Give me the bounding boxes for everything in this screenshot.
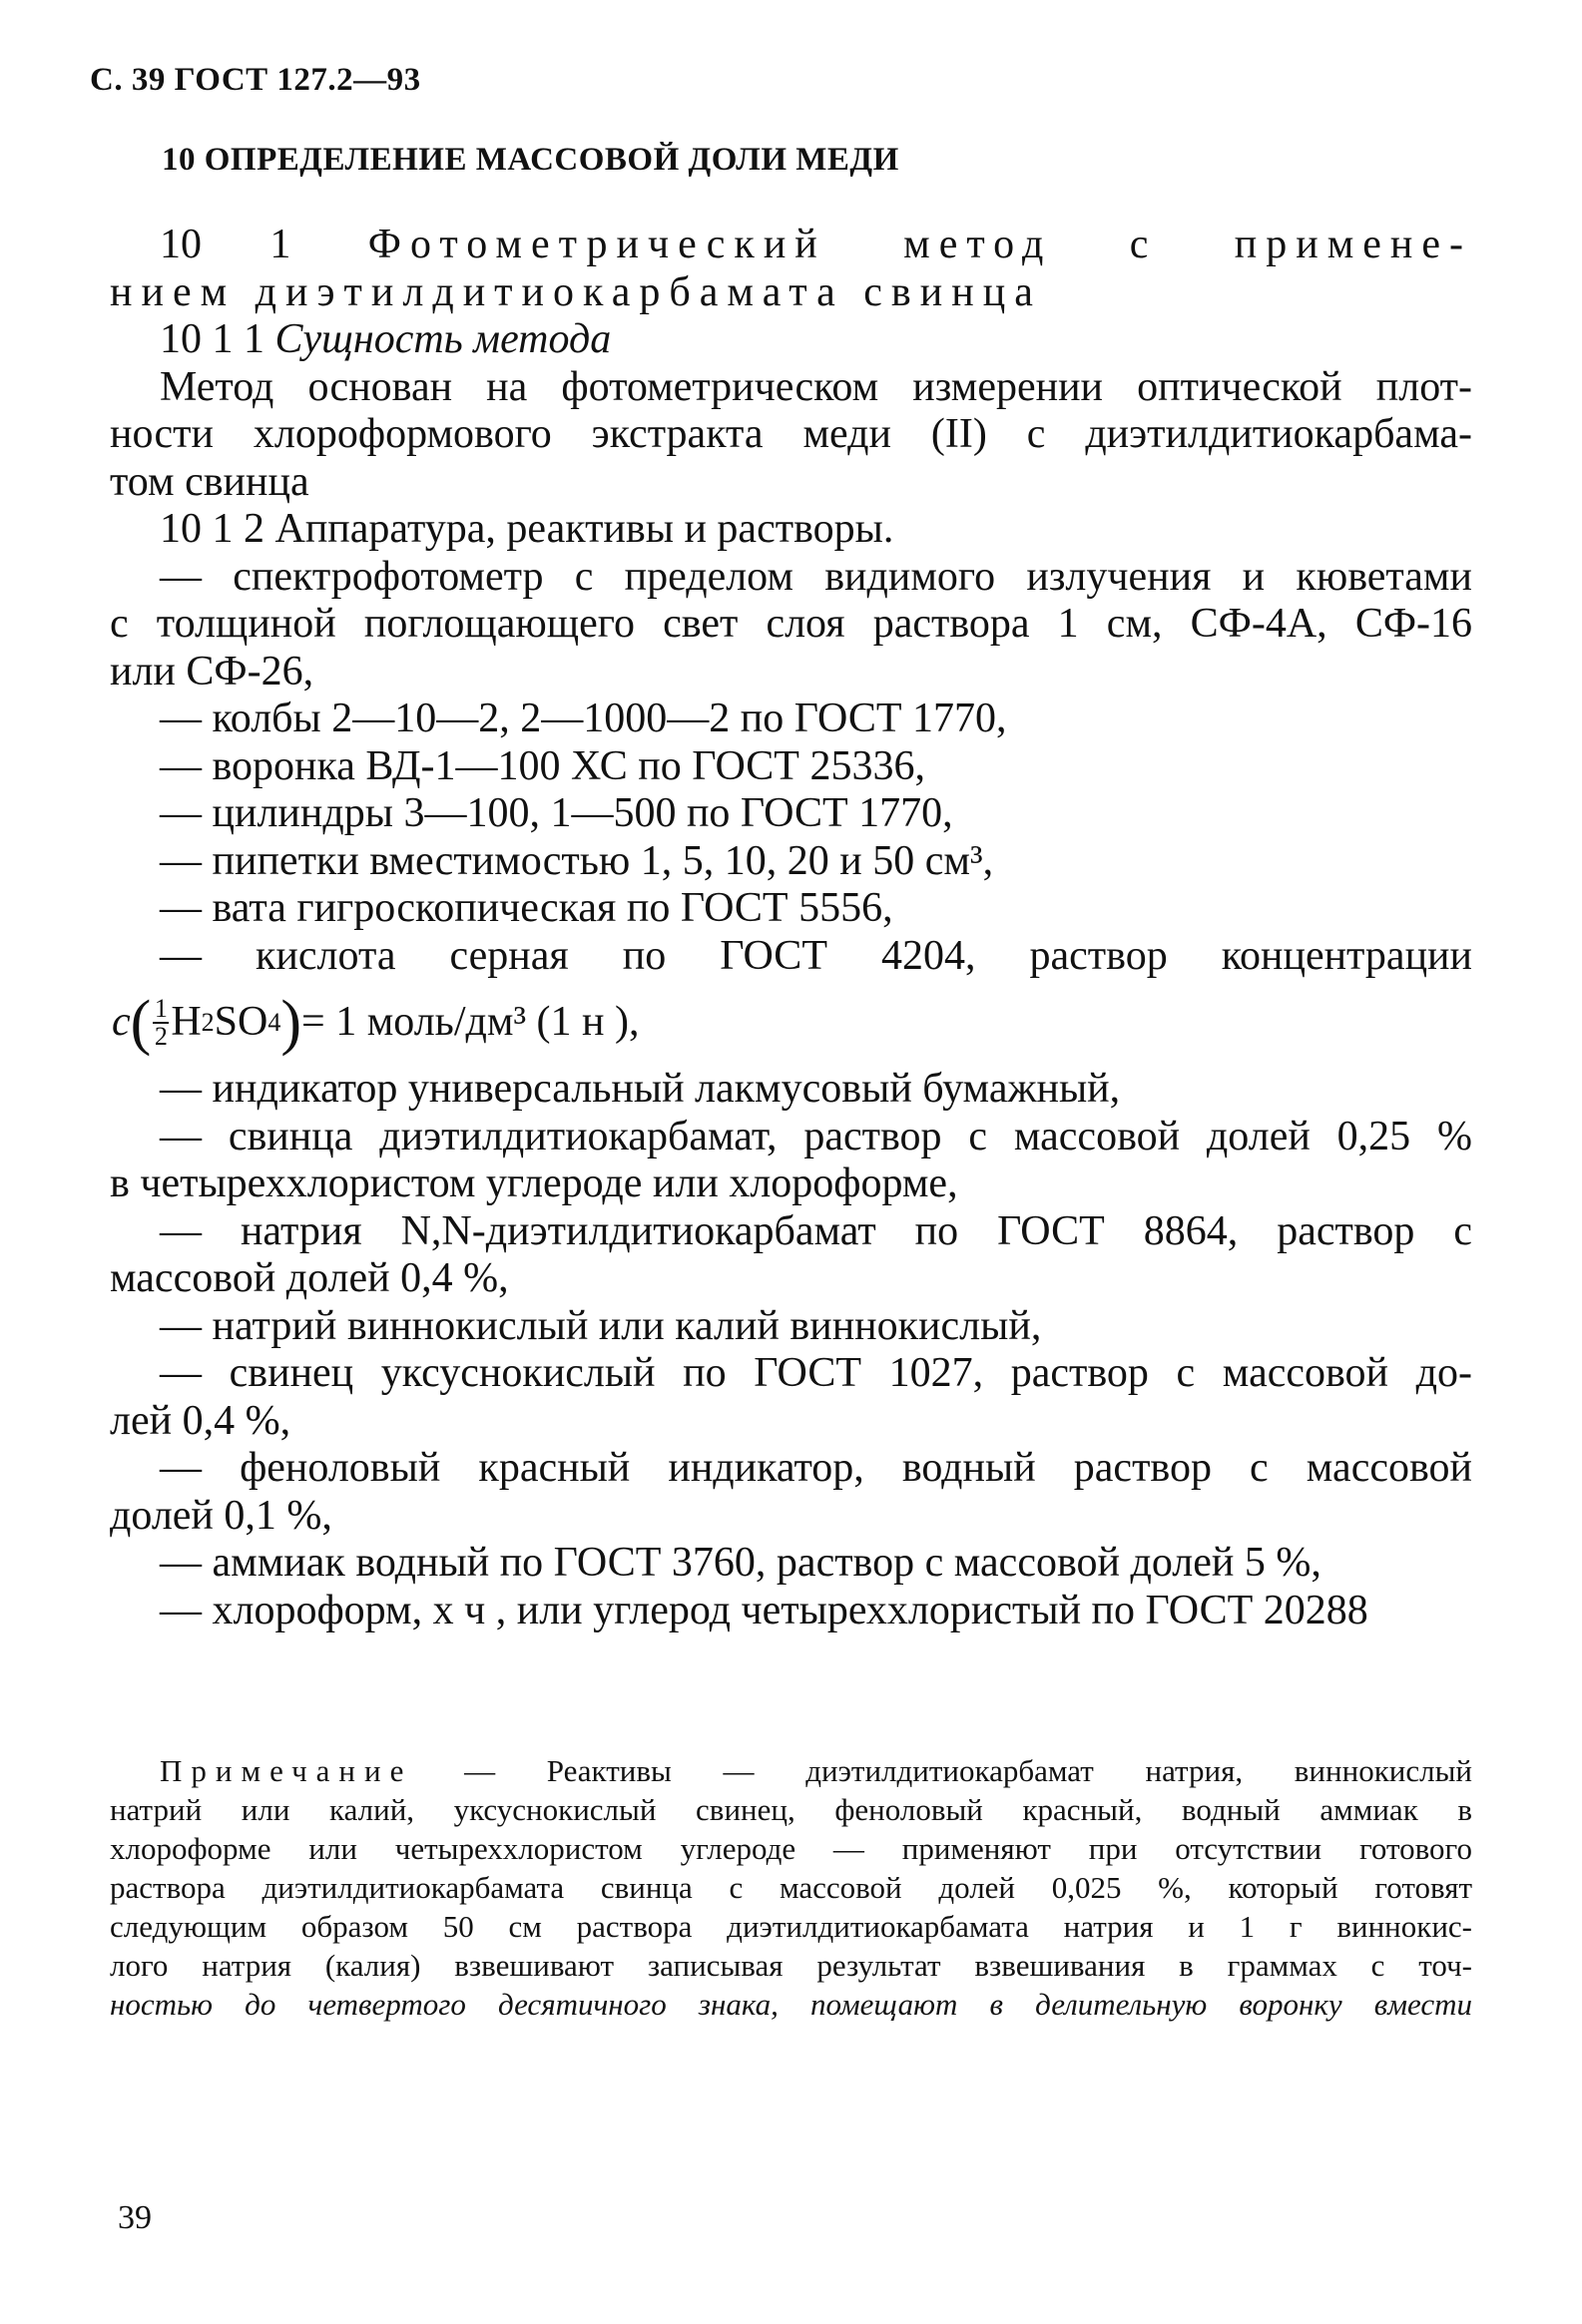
note-line: хлороформе или четыреххлористом углероде — применяют при отсутствии готового: [110, 1831, 1472, 1866]
list-item-line: — спектрофотометр с пределом видимого излучения и кюветами: [160, 553, 1472, 600]
subsection-title-line: нием диэтилдитиокарбамата свинца: [110, 268, 1042, 315]
paragraph-line: ности хлороформового экстракта меди (II) с диэтилдитиокарбама-: [110, 411, 1472, 457]
clause-title: Сущность метода: [274, 316, 612, 362]
list-item-line: — воронка ВД-1—100 ХС по ГОСТ 25336,: [160, 742, 925, 789]
list-item-line: — натрия N,N-диэтилдитиокарбамат по ГОСТ 8864, раствор с: [160, 1207, 1472, 1254]
body-text: [110, 222, 1472, 1634]
note-line: натрий или калий, уксуснокислый свинец, феноловый красный, водный аммиак в: [110, 1792, 1472, 1827]
note-line: следующим образом 50 см раствора диэтилдитиокарбамата натрия и 1 г виннокис-: [110, 1909, 1472, 1944]
list-item-line: — цилиндры 3—100, 1—500 по ГОСТ 1770,: [160, 790, 953, 836]
note-block: [110, 1751, 1472, 2024]
list-item-line: в четыреххлористом углероде или хлороформе,: [110, 1161, 958, 1206]
list-item-line: — колбы 2—10—2, 2—1000—2 по ГОСТ 1770,: [160, 696, 1007, 741]
list-item-line: — свинца диэтилдитиокарбамат, раствор с массовой долей 0,25 %: [160, 1113, 1472, 1160]
formula-fraction: [153, 996, 169, 1050]
list-item-line: массовой долей 0,4 %,: [110, 1255, 509, 1301]
formula-rest: = 1 моль/дм³ (1 н ),: [301, 999, 640, 1046]
note-line: лого натрия (калия) взвешивают записывая результат взвешивания в граммах с точ-: [110, 1948, 1472, 1983]
clause-heading: 10 1 2 Аппаратура, реактивы и растворы.: [160, 506, 894, 552]
formula-denominator: 2: [154, 1022, 168, 1051]
formula-paren-close: ): [280, 989, 302, 1057]
page-number: 39: [118, 2199, 152, 2236]
list-item-line: — натрий виннокислый или калий виннокислый,: [160, 1302, 1042, 1349]
paragraph-line: Метод основан на фотометрическом измерении оптической плот-: [160, 363, 1472, 410]
paragraph-line: том свинца: [110, 458, 309, 505]
list-item-line: — кислота серная по ГОСТ 4204, раствор концентрации: [160, 932, 1472, 979]
note-line: раствора диэтилдитиокарбамата свинца с массовой долей 0,025 %, который готовят: [110, 1870, 1472, 1905]
list-item-line: — аммиак водный по ГОСТ 3760, раствор с массовой долей 5 %,: [160, 1540, 1321, 1586]
subsection-title-line: [110, 222, 1472, 269]
list-item-line: — пипетки вместимостью 1, 5, 10, 20 и 50 см³,: [160, 837, 994, 884]
formula-sub-2: 2: [201, 1008, 215, 1038]
formula-so: SO: [214, 999, 268, 1046]
section-title: 10 ОПРЕДЕЛЕНИЕ МАССОВОЙ ДОЛИ МЕДИ: [162, 142, 899, 178]
list-item-line: — свинец уксуснокислый по ГОСТ 1027, раствор с массовой до-: [160, 1350, 1472, 1396]
formula-numerator: 1: [154, 994, 168, 1023]
note-line: ностью до четвертого десятичного знака, помещают в делительную воронку вмести: [110, 1987, 1472, 2022]
formula-h: H: [171, 999, 202, 1046]
list-item-line: — феноловый красный индикатор, водный раствор с массовой: [160, 1445, 1472, 1491]
formula-sub-4: 4: [267, 1008, 281, 1038]
clause-number: 10 1 1: [160, 316, 264, 362]
note-line: [110, 1751, 1472, 1790]
list-item-line: или СФ-26,: [110, 648, 314, 695]
list-item-line: — индикатор универсальный лакмусовый бумажный,: [160, 1066, 1121, 1112]
formula-symbol: c: [112, 999, 131, 1046]
list-item-line: — вата гигроскопическая по ГОСТ 5556,: [160, 885, 893, 931]
list-item-line: с толщиной поглощающего свет слоя раствора 1 см, СФ-4А, СФ-16: [110, 601, 1472, 647]
note-label: Примечание: [160, 1753, 413, 1788]
formula-concentration: [110, 980, 1472, 1066]
list-item-line: — хлороформ, х ч , или углерод четыреххлористый по ГОСТ 20288: [160, 1587, 1368, 1633]
subsection-title: Фотометрический метод с примене-: [367, 222, 1473, 267]
list-item-line: долей 0,1 %,: [110, 1492, 332, 1539]
formula-paren-open: (: [130, 989, 152, 1057]
note-text: — Реактивы — диэтилдитиокарбамат натрия, виннокислый: [464, 1753, 1473, 1788]
page-header: С. 39 ГОСТ 127.2—93: [90, 62, 421, 98]
clause-heading: [110, 316, 1472, 364]
subsection-number: 10 1: [160, 222, 291, 267]
list-item-line: лей 0,4 %,: [110, 1397, 291, 1444]
